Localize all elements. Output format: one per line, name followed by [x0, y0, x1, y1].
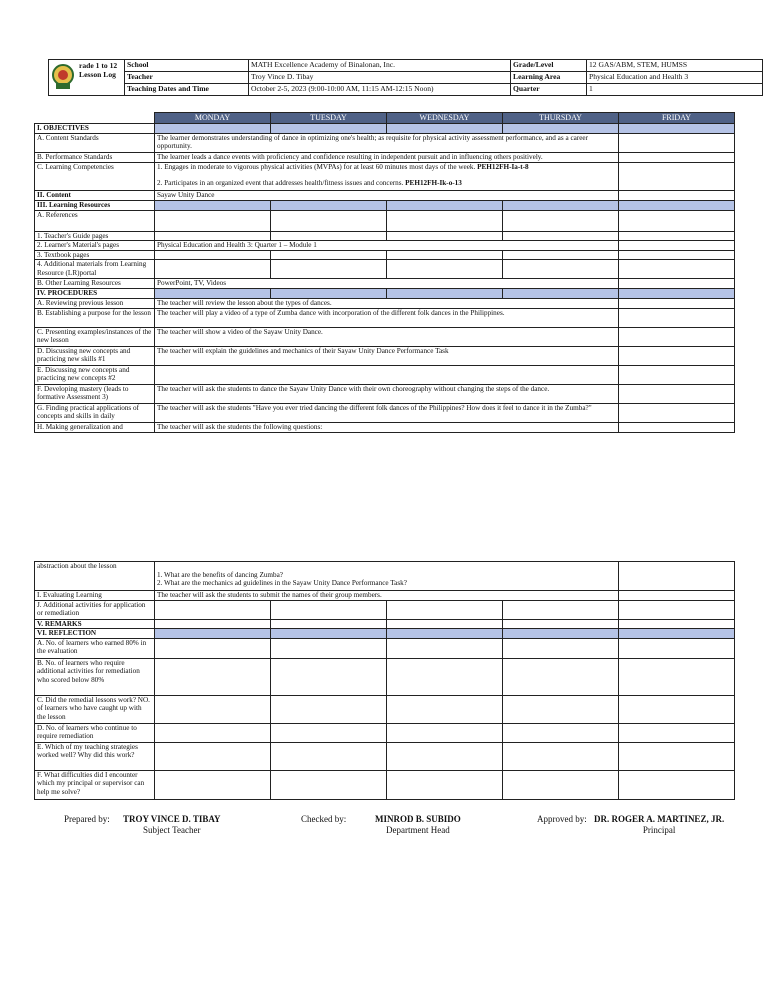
school-label: School	[125, 60, 249, 72]
reflection-a: A. No. of learners who earned 80% in the evaluation	[35, 639, 155, 659]
grade-value: 12 GAS/ABM, STEM, HUMSS	[587, 60, 763, 72]
area-label: Learning Area	[511, 72, 587, 84]
proc-d-label: D. Discussing new concepts and practicing new skills #1	[35, 346, 155, 365]
performance-standards-label: B. Performance Standards	[35, 153, 155, 163]
approved-name: DR. ROGER A. MARTINEZ, JR.	[594, 814, 725, 824]
logo-cell	[49, 60, 125, 96]
reflection-c: C. Did the remedial lessons work? NO. of learners who have caught up with the lesson	[35, 696, 155, 724]
approved-by-block	[537, 814, 587, 825]
lesson-plan-table-continued	[34, 561, 735, 800]
checked-label: Checked by:	[301, 814, 347, 824]
dates-label: Teaching Dates and Time	[125, 84, 249, 96]
quarter-label: Quarter	[511, 84, 587, 96]
lr-portal-label: 4. Additional materials from Learning Resource (LR)portal	[35, 260, 155, 279]
competencies-label: C. Learning Competencies	[35, 163, 155, 191]
competency-2-code: PEH12FH-Ik-o-13	[405, 179, 462, 188]
lesson-plan-table	[34, 112, 735, 433]
proc-h-text: The teacher will ask the students the following questions:	[155, 422, 619, 432]
day-wednesday: WEDNESDAY	[387, 113, 503, 124]
textbook-label: 3. Textbook pages	[35, 251, 155, 260]
competency-1: 1. Engages in moderate to vigorous physical activities (MVPAs) for at least 60 minutes most days of the week.	[157, 163, 476, 171]
proc-e-label: E. Discussing new concepts and practicing new concepts #2	[35, 365, 155, 384]
approved-label: Approved by:	[537, 814, 587, 824]
checked-by-block	[301, 814, 346, 825]
content-heading: II. Content	[35, 191, 155, 201]
day-tuesday: TUESDAY	[271, 113, 387, 124]
additional-activities-label: J. Additional activities for application or remediation	[35, 601, 155, 620]
proc-h-label-continued: abstraction about the lesson	[35, 562, 155, 591]
content-value: Sayaw Unity Dance	[155, 191, 619, 201]
remarks-heading: V. REMARKS	[35, 620, 155, 629]
header-table	[48, 59, 763, 96]
prepared-label: Prepared by:	[64, 814, 110, 824]
proc-c-label: C. Presenting examples/instances of the new lesson	[35, 327, 155, 346]
other-resources-value: PowerPoint, TV, Videos	[155, 279, 619, 289]
proc-b-text: The teacher will play a video of a type of Zumba dance with incorporation of the different folk dances in the Philippines.	[155, 308, 619, 327]
checked-title: Department Head	[386, 825, 450, 835]
log-title-line2: Lesson Log	[79, 70, 116, 79]
teachers-guide-label: 1. Teacher's Guide pages	[35, 232, 155, 241]
performance-standards-text: The learner leads a dance events with proficiency and confidence resulting in independent pursuit and in influencing others positively.	[155, 153, 619, 163]
approved-title: Principal	[642, 825, 676, 835]
checked-name: MINROD B. SUBIDO	[375, 814, 461, 824]
question-2: 2. What are the mechanics ad guidelines in the Sayaw Unity Dance Performance Task?	[157, 579, 407, 588]
proc-c-text: The teacher will show a video of the Sayaw Unity Dance.	[155, 327, 619, 346]
proc-g-text: The teacher will ask the students "Have you ever tried dancing the different folk dances of the Philippines? How does it feel to dance it in the Zumba?"	[155, 403, 619, 422]
proc-h-label: H. Making generalization and	[35, 422, 155, 432]
objectives-heading: I. OBJECTIVES	[35, 124, 155, 134]
proc-g-label: G. Finding practical applications of concepts and skills in daily	[35, 403, 155, 422]
question-1: 1. What are the benefits of dancing Zumba?	[157, 571, 283, 579]
day-friday: FRIDAY	[619, 113, 735, 124]
checked-name-block	[375, 814, 461, 836]
quarter-value: 1	[587, 84, 763, 96]
grade-label: Grade/Level	[511, 60, 587, 72]
proc-f-text: The teacher will ask the students to dance the Sayaw Unity Dance with their own choreography without changing the steps of the dance.	[155, 384, 619, 403]
day-monday: MONDAY	[155, 113, 271, 124]
eval-text: The teacher will ask the students to submit the names of their group members.	[155, 591, 619, 601]
log-title-line1: rade 1 to 12	[79, 61, 118, 70]
resources-heading: III. Learning Resources	[35, 201, 155, 211]
proc-b-label: B. Establishing a purpose for the lesson	[35, 308, 155, 327]
learners-material-value: Physical Education and Health 3: Quarter 1 – Module 1	[155, 241, 619, 251]
prepared-title: Subject Teacher	[143, 825, 201, 835]
prepared-by-block	[64, 814, 110, 825]
other-resources-label: B. Other Learning Resources	[35, 279, 155, 289]
area-value: Physical Education and Health 3	[587, 72, 763, 84]
proc-a-text: The teacher will review the lesson about the types of dances.	[155, 298, 619, 308]
teacher-value: Troy Vince D. Tibay	[249, 72, 511, 84]
proc-f-label: F. Developing mastery (leads to formative Assessment 3)	[35, 384, 155, 403]
content-standards-text: The learner demonstrates understanding of dance in optimizing one's health; as requisite for physical activity assessment performance, and as a career opportunity.	[155, 134, 619, 153]
proc-a-label: A. Reviewing previous lesson	[35, 298, 155, 308]
reflection-e: E. Which of my teaching strategies worked well? Why did this work?	[35, 743, 155, 771]
prepared-name: TROY VINCE D. TIBAY	[123, 814, 221, 824]
competency-2: 2. Participates in an organized event that addresses health/fitness issues and concerns.	[157, 179, 404, 188]
reflection-f: F. What difficulties did I encounter which my principal or supervisor can help me solve?	[35, 771, 155, 800]
competencies-text	[155, 163, 619, 191]
reflection-b: B. No. of learners who require additional activities for remediation who scored below 80%	[35, 659, 155, 696]
procedures-heading: IV. PROCEDURES	[35, 289, 155, 298]
proc-d-text: The teacher will explain the guidelines and mechanics of their Sayaw Unity Dance Performance Task	[155, 346, 619, 365]
approved-name-block	[594, 814, 724, 836]
reflection-heading: VI. REFLECTION	[35, 629, 155, 639]
reflection-d: D. No. of learners who continue to require remediation	[35, 724, 155, 743]
eval-label: I. Evaluating Learning	[35, 591, 155, 601]
teacher-label: Teacher	[125, 72, 249, 84]
competency-1-code: PEH12FH-Ia-t-8	[477, 163, 529, 171]
dates-value: October 2-5, 2023 (9:00-10:00 AM, 11:15 AM-12:15 Noon)	[249, 84, 511, 96]
generalization-questions	[155, 562, 619, 591]
school-value: MATH Excellence Academy of Binalonan, Inc.	[249, 60, 511, 72]
references-label: A. References	[35, 211, 155, 232]
prepared-name-block	[123, 814, 221, 836]
learners-material-label: 2. Learner's Material's pages	[35, 241, 155, 251]
school-seal-icon	[51, 63, 75, 91]
content-standards-label: A. Content Standards	[35, 134, 155, 153]
day-thursday: THURSDAY	[503, 113, 619, 124]
